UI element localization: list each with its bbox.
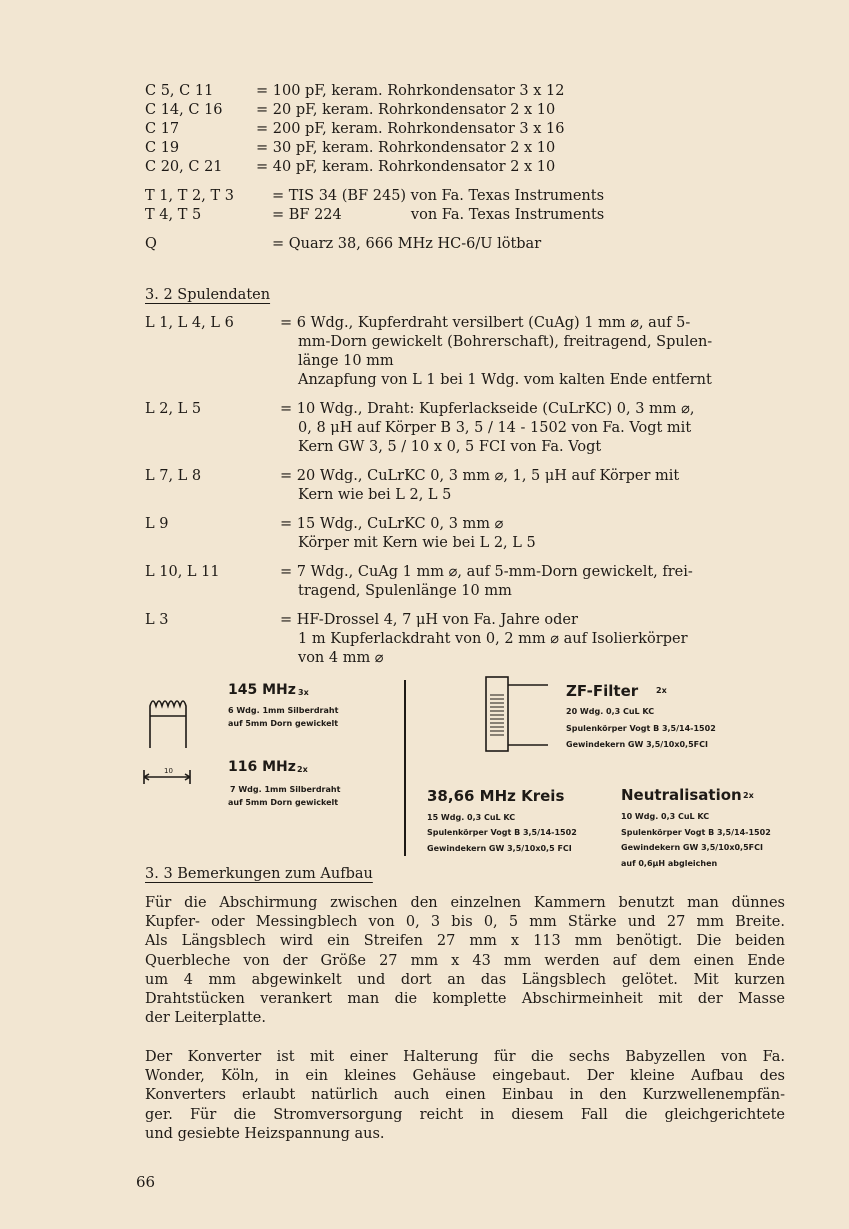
component-ref: Q bbox=[145, 236, 157, 252]
coil-ref: L 7, L 8 bbox=[145, 468, 202, 484]
dimension-label: 10 bbox=[164, 767, 173, 775]
component-value: = TIS 34 (BF 245) von Fa. Texas Instruments bbox=[272, 188, 605, 204]
paragraph-line: ger. Für die Stromversorgung reicht in diesem Fall die gleichgerichtete bbox=[145, 1106, 785, 1123]
paragraph-line: Kupfer- oder Messingblech von 0, 3 bis 0, 5 mm Stärke und 27 mm Breite. bbox=[145, 914, 785, 931]
coil-line: = 10 Wdg., Draht: Kupferlackseide (CuLrKC) 0, 3 mm ⌀, bbox=[280, 401, 695, 417]
section-heading-build: 3. 3 Bemerkungen zum Aufbau bbox=[145, 866, 373, 882]
coil-116-title: 116 MHz bbox=[228, 759, 296, 775]
component-ref: C 14, C 16 bbox=[145, 102, 223, 118]
paragraph-line: Konverters erlaubt natürlich auch einen Einbau in den Kurzwellenempfän- bbox=[145, 1087, 785, 1104]
coil-line: = 6 Wdg., Kupferdraht versilbert (CuAg) 1 mm ⌀, auf 5- bbox=[280, 315, 691, 331]
component-value: = 30 pF, keram. Rohrkondensator 2 x 10 bbox=[256, 140, 556, 156]
kreis-line2: Spulenkörper Vogt B 3,5/14-1502 bbox=[427, 828, 577, 837]
component-value: = Quarz 38, 666 MHz HC-6/U lötbar bbox=[272, 236, 542, 252]
coil-line: von 4 mm ⌀ bbox=[298, 650, 384, 666]
coil-drawing-icon bbox=[140, 688, 210, 803]
paragraph-line: Der Konverter ist mit einer Halterung für die sechs Babyzellen von Fa. bbox=[145, 1049, 785, 1065]
section-heading-coil-data: 3. 2 Spulendaten bbox=[145, 287, 271, 303]
component-ref: T 4, T 5 bbox=[145, 207, 202, 223]
component-ref: C 5, C 11 bbox=[145, 83, 214, 99]
coil-ref: L 10, L 11 bbox=[145, 564, 220, 580]
coil-body-icon bbox=[478, 675, 550, 755]
neutralisation-line2: Spulenkörper Vogt B 3,5/14-1502 bbox=[621, 828, 771, 837]
component-value: = BF 224 von Fa. Texas Instruments bbox=[272, 207, 605, 223]
coil-ref: L 9 bbox=[145, 516, 169, 532]
figure-divider bbox=[404, 680, 406, 856]
neutralisation-count: 2x bbox=[743, 791, 754, 800]
paragraph-line: um 4 mm abgewinkelt und dort an das Längsblech gelötet. Mit kurzen bbox=[145, 971, 785, 988]
paragraph-line: Als Längsblech wird ein Streifen 27 mm x 113 mm benötigt. Die beiden bbox=[145, 933, 785, 950]
zf-filter-title: ZF-Filter bbox=[566, 682, 639, 700]
coil-line: = 7 Wdg., CuAg 1 mm ⌀, auf 5-mm-Dorn gewickelt, frei- bbox=[280, 564, 693, 580]
coil-145-line1: 6 Wdg. 1mm Silberdraht bbox=[228, 706, 339, 715]
coil-line: länge 10 mm bbox=[298, 353, 394, 369]
neutralisation-line4: auf 0,6μH abgleichen bbox=[621, 859, 718, 868]
kreis-title: 38,66 MHz Kreis bbox=[427, 787, 565, 805]
zf-filter-line2: Spulenkörper Vogt B 3,5/14-1502 bbox=[566, 724, 716, 733]
paragraph-housing bbox=[145, 1048, 785, 1144]
paragraph-shielding bbox=[145, 894, 785, 1028]
paragraph-line: Wonder, Köln, in ein kleines Gehäuse eingebaut. Der kleine Aufbau des bbox=[145, 1068, 785, 1085]
coil-ref: L 1, L 4, L 6 bbox=[145, 315, 234, 331]
component-value: = 20 pF, keram. Rohrkondensator 2 x 10 bbox=[256, 102, 556, 118]
coil-line: = 20 Wdg., CuLrKC 0, 3 mm ⌀, 1, 5 μH auf Körper mit bbox=[280, 468, 680, 484]
coil-line: 0, 8 μH auf Körper B 3, 5 / 14 - 1502 von Fa. Vogt mit bbox=[298, 420, 692, 436]
coil-line: Kern wie bei L 2, L 5 bbox=[298, 487, 452, 503]
neutralisation-line1: 10 Wdg. 0,3 CuL KC bbox=[621, 812, 710, 821]
component-ref: C 19 bbox=[145, 140, 180, 156]
paragraph-line: der Leiterplatte. bbox=[145, 1010, 266, 1027]
paragraph-line: Drahtstücken verankert man die komplette Abschirmeinheit mit der Masse bbox=[145, 991, 785, 1008]
zf-filter-line3: Gewindekern GW 3,5/10x0,5FCI bbox=[566, 740, 708, 749]
paragraph-line: Für die Abschirmung zwischen den einzelnen Kammern benutzt man dünnes bbox=[145, 895, 785, 911]
component-value: = 100 pF, keram. Rohrkondensator 3 x 12 bbox=[256, 83, 565, 99]
coil-line: 1 m Kupferlackdraht von 0, 2 mm ⌀ auf Isolierkörper bbox=[298, 631, 688, 647]
coil-145-line2: auf 5mm Dorn gewickelt bbox=[228, 719, 339, 728]
coil-116-line2: auf 5mm Dorn gewickelt bbox=[228, 798, 339, 807]
kreis-line3: Gewindekern GW 3,5/10x0,5 FCI bbox=[427, 844, 572, 853]
component-value: = 40 pF, keram. Rohrkondensator 2 x 10 bbox=[256, 159, 556, 175]
page-number: 66 bbox=[136, 1173, 156, 1191]
paragraph-line: Querbleche von der Größe 27 mm x 43 mm werden auf dem einen Ende bbox=[145, 952, 785, 969]
component-ref: C 20, C 21 bbox=[145, 159, 223, 175]
coil-ref: L 3 bbox=[145, 612, 169, 628]
zf-filter-line1: 20 Wdg. 0,3 CuL KC bbox=[566, 707, 655, 716]
component-value: = 200 pF, keram. Rohrkondensator 3 x 16 bbox=[256, 121, 565, 137]
coil-line: = HF-Drossel 4, 7 μH von Fa. Jahre oder bbox=[280, 612, 578, 628]
coil-116-line1: 7 Wdg. 1mm Silberdraht bbox=[230, 785, 341, 794]
coil-line: Körper mit Kern wie bei L 2, L 5 bbox=[298, 535, 536, 551]
neutralisation-line3: Gewindekern GW 3,5/10x0,5FCI bbox=[621, 843, 763, 852]
coil-line: = 15 Wdg., CuLrKC 0, 3 mm ⌀ bbox=[280, 516, 504, 532]
coil-ref: L 2, L 5 bbox=[145, 401, 202, 417]
coil-145-count: 3x bbox=[298, 688, 309, 697]
component-ref: C 17 bbox=[145, 121, 180, 137]
neutralisation-title: Neutralisation bbox=[621, 786, 742, 804]
coil-line: mm-Dorn gewickelt (Bohrerschaft), freitragend, Spulen- bbox=[298, 334, 713, 350]
zf-filter-count: 2x bbox=[656, 686, 667, 695]
paragraph-line: und gesiebte Heizspannung aus. bbox=[145, 1125, 385, 1142]
component-ref: T 1, T 2, T 3 bbox=[145, 188, 234, 204]
coil-line: tragend, Spulenlänge 10 mm bbox=[298, 583, 512, 599]
coil-line: Kern GW 3, 5 / 10 x 0, 5 FCI von Fa. Vogt bbox=[298, 439, 602, 455]
coil-145-title: 145 MHz bbox=[228, 682, 296, 698]
coil-line: Anzapfung von L 1 bei 1 Wdg. vom kalten Ende entfernt bbox=[298, 372, 712, 388]
kreis-line1: 15 Wdg. 0,3 CuL KC bbox=[427, 813, 516, 822]
coil-116-count: 2x bbox=[297, 765, 308, 774]
